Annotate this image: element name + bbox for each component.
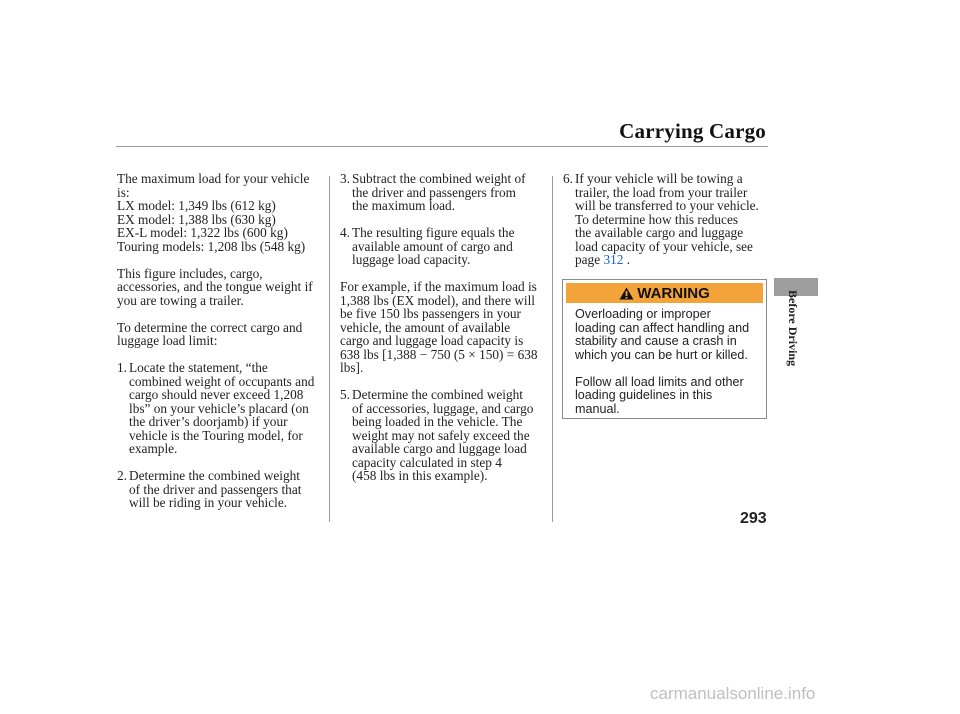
line: Follow all load limits and other: [575, 374, 744, 389]
line: available cargo and luggage load: [352, 441, 527, 456]
line: To determine the correct cargo and: [117, 319, 303, 335]
page-number: 293: [740, 510, 767, 527]
warning-box: [562, 279, 767, 419]
column-divider-2: [552, 176, 553, 522]
header-rule: [116, 146, 768, 147]
line: Determine the combined weight: [129, 468, 300, 483]
warning-paragraph-2: [575, 376, 758, 417]
line: page: [575, 252, 604, 267]
page-312-link[interactable]: 312: [603, 252, 624, 267]
line: vehicle, the amount of available: [340, 319, 511, 335]
step-text: [352, 388, 550, 483]
line: accessories, and the tongue weight if: [117, 279, 313, 294]
figure-paragraph: [117, 267, 325, 308]
step-5: [340, 388, 550, 483]
line: 638 lbs [1,388 − 750 (5 × 150) = 638: [340, 346, 538, 362]
line: lbs” on your vehicle’s placard (on: [129, 400, 309, 416]
warning-triangle-icon: [619, 287, 634, 300]
line: being loaded in the vehicle. The: [352, 414, 523, 429]
line: lbs].: [340, 360, 364, 375]
page-title: Carrying Cargo: [619, 119, 766, 143]
line: the driver and passengers from: [352, 184, 516, 200]
line: load capacity of your vehicle, see: [575, 238, 753, 254]
intro-paragraph: [117, 172, 325, 253]
line: you are towing a trailer.: [117, 292, 244, 308]
line: capacity calculated in step 4: [352, 454, 502, 470]
line: trailer, the load from your trailer: [575, 184, 748, 200]
column-2: [340, 172, 550, 496]
line: This figure includes, cargo,: [117, 265, 263, 281]
line: EX model: 1,388 lbs (630 kg): [117, 211, 276, 227]
line: The resulting figure equals the: [352, 225, 515, 240]
step-number: 2.: [117, 468, 127, 483]
line: .: [623, 252, 631, 267]
line: Touring models: 1,208 lbs (548 kg): [117, 238, 306, 254]
line: be five 150 lbs passengers in your: [340, 306, 521, 321]
column-3: [563, 172, 768, 280]
step-2: [117, 469, 325, 510]
line: of the driver and passengers that: [129, 481, 302, 497]
line: of accessories, luggage, and cargo: [352, 400, 534, 416]
line: The maximum load for your vehicle: [117, 171, 310, 186]
step-number: 4.: [340, 225, 350, 240]
line: example.: [129, 441, 178, 456]
watermark: carmanualsonline.info: [650, 684, 816, 703]
line: stability and cause a crash in: [575, 334, 737, 348]
line: the maximum load.: [352, 198, 456, 213]
line: Determine the combined weight: [352, 387, 523, 402]
warning-header: [566, 283, 763, 303]
step-text: [352, 226, 550, 267]
column-1: [117, 172, 325, 523]
step-number: 5.: [340, 387, 350, 402]
step-number: 3.: [340, 171, 350, 186]
side-tab-label: Before Driving: [786, 290, 800, 367]
step-number: 6.: [563, 171, 573, 186]
line: Subtract the combined weight of: [352, 171, 526, 186]
column-divider-1: [329, 176, 330, 522]
line: For example, if the maximum load is: [340, 279, 537, 294]
step-text: [575, 172, 768, 267]
line: will be transferred to your vehicle.: [575, 198, 759, 213]
line: which you can be hurt or killed.: [575, 347, 748, 362]
line: Overloading or improper: [575, 307, 711, 321]
line: loading can affect handling and: [575, 320, 750, 335]
example-paragraph: [340, 280, 550, 375]
warning-label: WARNING: [637, 284, 710, 302]
line: the driver’s doorjamb) if your: [129, 414, 288, 429]
step-text: [352, 172, 550, 213]
warning-body: [563, 303, 766, 416]
line: Locate the statement, “the: [129, 360, 268, 375]
line: the available cargo and luggage: [575, 225, 744, 240]
line: cargo should never exceed 1,208: [129, 387, 304, 402]
line: LX model: 1,349 lbs (612 kg): [117, 198, 276, 213]
line: weight may not safely exceed the: [352, 427, 530, 443]
step-3: [340, 172, 550, 213]
step-number: 1.: [117, 360, 127, 375]
line: combined weight of occupants and: [129, 373, 315, 389]
line: loading guidelines in this: [575, 388, 713, 402]
line: luggage load capacity.: [352, 252, 471, 267]
line: is:: [117, 184, 130, 200]
line: vehicle is the Touring model, for: [129, 427, 303, 443]
step-text: [129, 469, 325, 510]
line: If your vehicle will be towing a: [575, 171, 743, 186]
warning-paragraph-1: [575, 308, 758, 362]
line: available amount of cargo and: [352, 238, 513, 254]
line: will be riding in your vehicle.: [129, 495, 288, 510]
line: 1,388 lbs (EX model), and there will: [340, 292, 535, 308]
step-4: [340, 226, 550, 267]
step-1: [117, 361, 325, 456]
step-6: [563, 172, 768, 267]
line: (458 lbs in this example).: [352, 468, 488, 483]
line: EX-L model: 1,322 lbs (600 kg): [117, 225, 288, 240]
line: luggage load limit:: [117, 333, 218, 348]
determine-paragraph: [117, 321, 325, 348]
line: To determine how this reduces: [575, 211, 739, 227]
line: cargo and luggage load capacity is: [340, 333, 524, 348]
step-text: [129, 361, 325, 456]
line: manual.: [575, 401, 620, 416]
